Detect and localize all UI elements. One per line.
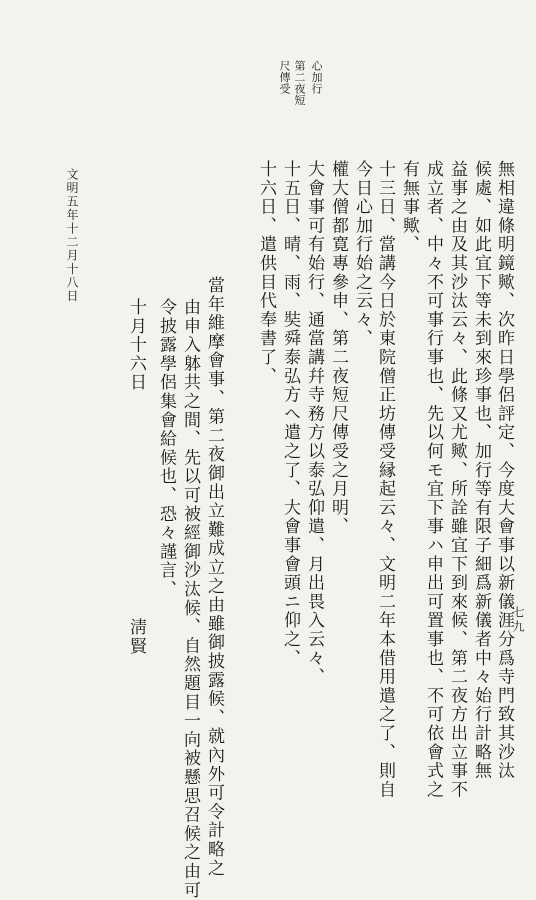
text-line-9: 大會事可有始行、通當講幷寺務方以泰弘仰遣、月出畏入云々、 xyxy=(304,160,324,687)
text-line-13: 由申入躰共之間、先以可被經御沙汰候、自然題目一向被懸思召候之由可 xyxy=(180,298,200,900)
text-line-3: 益事之由及其沙汰云々、此條又尤歟、所詮雖宜下到來候、第二夜方出立事不 xyxy=(447,160,467,800)
text-line-7: 今日心加行始之云々、 xyxy=(352,160,372,348)
text-line-1: 無相違條明鏡歟、次昨日學侶評定、今度大會事以新儀涯分爲寺門致其沙汰 xyxy=(494,160,514,781)
margin-date: 文明五年十二月十八日 xyxy=(65,168,79,303)
page-number: 七九 xyxy=(511,606,525,634)
text-line-10: 十五日、晴、雨、奘舜泰弘方へ遣之了、大會事會頭ニ仰之、 xyxy=(280,160,300,668)
signature: 淸賢 xyxy=(126,618,146,656)
heading-mid: 第二夜短 xyxy=(293,60,306,106)
text-line-8: 權大僧都寛專參申、第二夜短尺傳受之月明、 xyxy=(328,160,348,536)
text-line-11: 十六日、遣供目代奉書了、 xyxy=(256,160,276,386)
text-line-5: 有無事歟、 xyxy=(399,160,419,254)
text-line-2: 候處、如此宜下等未到來珍事也、加行等有限子細爲新儀者中々始行計略無 xyxy=(471,160,491,781)
letter-date: 十月十六日 xyxy=(126,298,146,392)
text-line-14: 令披露學侶集會給候也、恐々謹言、 xyxy=(156,298,176,599)
heading-left: 尺傳受 xyxy=(278,60,291,95)
heading-right: 心加行 xyxy=(310,60,323,95)
text-line-12: 當年維摩會事、第二夜御出立難成立之由雖御披露候、就內外可令計略之 xyxy=(204,276,224,878)
text-line-6: 十三日、當講今日於東院僧正坊傳受縁起云々、文明二年本借用遣之了、則自 xyxy=(375,160,395,800)
text-line-4: 成立者、中々不可事行事也、先以何モ宜下事ハ申出可置事也、不可依會式之 xyxy=(423,160,443,800)
